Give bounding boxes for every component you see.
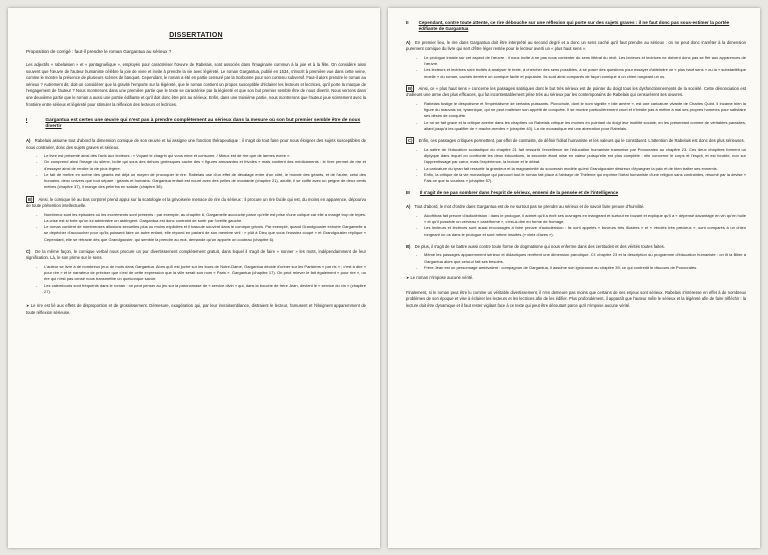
list-item: - Le livre est présenté ainsi dès l'avis aux lecteurs : « Voyant le chagrin qui vous mine et consume, / Mieux est de rire que de larmes écrire ».: [40, 153, 366, 159]
list-item: - Enfin, la critique de la vie monastique qui parcourt tout le roman fait place à l'abbaye de Thélème qui exprime l'idéal humaniste d'une religion sans contraintes, résumé par la devise « Fais ce que tu voudras » (chapitre 57).: [420, 172, 746, 185]
list-item: - L'auteur se livre à de nombreux jeux de mots dans Gargantua. Alors qu'il est juché sur les tours de Notre-Dame, Gargantua décide d'uriner sur les Parisiens « par ris » ; c'est à dire « pour rire » et le narrateur de préciser que c'est de cette expression que la ville serait son nom « Paris ». Gargantua (chapitre 17). On peut relever le fait également « pour rire », un rire qui n'est pas censé nous transmettre un quelconque savoir.: [40, 264, 366, 283]
part-1-title: Gargantua est certes une œuvre qui n'est pas à prendre complètement au sérieux dans la mesure où son but premier semble être de nous divertir: [45, 118, 361, 130]
subpart-a-text: Rabelais assume tout d'abord la dimension comique de son œuvre et lui assigne une fonction thérapeutique : il s'agit de tout faire pour nous éloigner des sujets susceptibles de nous contrarier, donc des sujets graves et sérieux.: [26, 138, 366, 150]
subpart-3b-list: [420, 252, 746, 271]
subpart-2a-list: [420, 55, 746, 80]
part-2-number: II: [406, 20, 409, 25]
list-item: - Les calembours sont fréquents dans le roman : on peut penser au jeu sur la paronomase de « service divin » qui, dans la bouche de frère Jean, devient le « service du vin » (chapitre 27).: [40, 283, 366, 296]
list-item: - Les lecteurs et lectrices sont aussi encouragés à faire preuve d'autodérision : ils sont appelés « buveurs très illustres » et « vérolés très précieux », sont comparés à un chien rongeant un os dans le prologue et sont même insultés (« vietz d'azes »).: [420, 225, 746, 238]
subpart-2c-label: C): [408, 138, 413, 144]
subpart-c-label: C): [26, 249, 31, 255]
list-item: - Même les passages apparemment sérieux et didactiques revêtent une dimension parodique. Cf. chapitre 23 et la description du programme d'éducation humaniste : on lit la Bible à Gargantua alors que celui-ci fait ses besoins.: [420, 252, 746, 265]
subpart-c-list: [40, 264, 366, 295]
list-item: - La caricature du tyran fait ressortir la grandeur et la magnanimité du souverain modèle qu'est Grandgousier désireux d'épargner la paix et de bien traiter ses ennemis.: [420, 166, 746, 172]
part-2-title: Cependant, contre toute attente, ce rire débouche sur une réflexion qui porte sur des sujets graves : il ne faut donc pas sous-estimer la portée édifiante de Gargantua: [418, 20, 730, 31]
list-item: - Le roi se fait grave et la critique acerbe dans les chapitres où Rabelais critique les moines en pointant du doigt leur inutilité sociale, en les présentant comme de véritables parasites, aliant jusqu'à les qualifier de « mache-merdes » (chapitre 40). La vie monastique est une aberration pour Rabelais.: [420, 120, 746, 133]
subpart-3a: [406, 204, 746, 210]
list-item: - Frère Jean est un personnage ambivalent : compagnon de Gargantua, il assume son ignorance au chapitre 39, ce qui contredit le discours de Ponocrates.: [420, 265, 746, 271]
list-item: - Les lecteurs et lectrices sont invités à analyser le texte, à chercher des sens possibles, à se poser des questions pour essayer d'atteindre ce « plus haut sens » ou la « substantifique moelle » du roman, cachés derrière un comique facile et populaire. Ils sont ainsi comparés de façon comique à un chien rongeant un os.: [420, 67, 746, 80]
subpart-3b: [406, 244, 746, 250]
list-item: - La satire de l'éducation scolastique du chapitre 21 fait ressortir l'excellence de l'éducation humaniste transmise par Ponocrates au chapitre 23. Ces deux chapitres forment un diptyque dans lequel on confronte les deux éducations, la seconde étant mise en valeur puisqu'elle est plus complète : elle concerne le corps et l'esprit, et est fondée, non sur l'apprentissage par cœur, mais l'expérience, la lecture et le débat.: [420, 147, 746, 166]
part-1-number: I: [26, 118, 28, 124]
subpart-b: [26, 197, 366, 210]
subpart-2b-label: B): [408, 86, 413, 91]
conclusion-paragraph: Finalement, si le roman peut être lu comme un véritable divertissement, il n'en demeure pas moins que certains de ses enjeux sont sérieux. Rabelais s'intéresse en effet à de nombreux problèmes de son époque et vise à éclairer les lecteurs et les lectrices afin de les édifier. Plus profondément, il apparaît que l'auteur mêle le sérieux et la légèreté afin de faire réfléchir : la lecture doit être dynamique et il faut rester vigilant face à ce texte qui peut être déroutant parce qu'il n'impose aucune vérité.: [406, 289, 746, 308]
part-1-heading: [26, 118, 366, 130]
part-3-heading: [406, 190, 746, 196]
subpart-2b: [406, 86, 746, 99]
page-title: DISSERTATION: [169, 32, 223, 39]
subpart-3a-label: A): [406, 204, 411, 210]
subpart-2b-list: [420, 101, 746, 132]
subpart-3a-text: Tout d'abord, le mot d'ordre dans Gargantua est de ne surtout pas se prendre au sérieux et de savoir faire preuve d'humilité.: [414, 204, 645, 210]
subpart-2b-text: Ainsi, ce « plus haut sens » concerne les passages satiriques dont le but très sérieux est de pointer du doigt tous les dysfonctionnements de la société. Cette dénonciation est d'ailleurs une arme des plus efficaces, qui fut incontestablement prise très au sérieux par les contemporains de Rabelais qui censurèrent ses œuvres.: [406, 86, 746, 98]
left-page: [8, 8, 380, 548]
subpart-2c-text: Enfin, ces passages critiques permettent, par effet de contraste, de définir l'idéal humaniste et les valeurs qui le constituent. L'attention de Rabelais est donc des plus sérieuses.: [418, 138, 745, 144]
introduction-paragraph: Les adjectifs « rabelaisien » et « pantagruélique », employés pour caractériser l'œuvre de Rabelais, sont associés dans l'imaginaire commun à la joie et à la fête. On considère ainsi souvent que l'œuvre de l'auteur humaniste célèbre la joie de vivre et invite à prendre la vie avec légèreté. Le roman Gargantua, publié en 1534, s'inscrit à première vue dans cette veine, comme le montre la présence de plusieurs scènes de banquet. Cependant, le roman a été en partie censuré par la Sorbonne pour son contenu subversif. Faut-il alors prendre le roman au sérieux ? Autrement dit, doit-on considérer que la gravité l'emporte sur la légèreté, que le roman contient un propos susceptible d'éclairer les lecteurs et lectrices, qu'il porte la marque de l'engagement de l'auteur ? Nous montrerons dans une première partie que le texte se caractérise par la légèreté et que son but premier semble être de nous divertir. Nous verrons dans une deuxième partie que le roman a aussi une portée édifiante et qu'il doit donc être pris au sérieux. Enfin, dans une troisième partie, nous montrerons que l'auteur joue scintement avec la frontière entre sérieux et légèreté pour stimuler la réflexion des lecteurs et lectrices.: [26, 62, 366, 107]
part-3-number: III: [406, 190, 410, 196]
subpart-3a-list: [420, 213, 746, 238]
subpart-2c-list: [420, 147, 746, 185]
subpart-a: [26, 138, 366, 151]
part-3-title: Il s'agit de ne pas sombrer dans l'esprit de sérieux, ennemi de la pensée et de l'intelligence: [419, 190, 619, 196]
subpart-b-list: [40, 212, 366, 243]
proposition-heading: Proposition de corrigé : faut-il prendre le roman Gargantua au sérieux ?: [26, 49, 172, 54]
subpart-2a: [406, 40, 746, 53]
subpart-c: [26, 249, 366, 262]
list-item: - Nombreux sont les épisodes où les excréments sont présents : par exemple, au chapitre 6, Gargamelle accouche parce qu'elle est prise d'une colique car elle a mangé trop de tripes. La crise est si forte qu'on lui administre un astringent. Gargantua est donc contraint de sortir par l'oreille gauche.: [40, 212, 366, 225]
list-item: - Rabelais fustige le despotisme et l'impérialisme de certains puissants. Picrochole, dont le nom signifie « bile amère », est une caricature vivante de Charles Quint. Il incarne bien la figure du mauvais roi, tyrannique, qui ne peut maîtriser son appétit de conquête. Il se montre particulièrement cruel et n'hésite pas à mettre à mal ses propres hommes pour satisfaire ses désirs de conquête.: [420, 101, 746, 120]
subpart-a-label: A): [26, 138, 31, 144]
right-page: [388, 8, 760, 548]
list-item: - Le fait de mettre en scène des géants est déjà un moyen de provoquer le rire. Rabelais use d'un effet de décalage entre d'un côté, le monde des géants, et de l'autre, celui des humains, deux univers que tout sépare : géants et humains. Gargantua enfant est nourri avec des pelles de moutarde (chapitre 21), adulte, il se coiffe avec un peigne de deux cents mètres (chapitre 37), il mange des pèlerins en salade (chapitre 38).: [40, 172, 366, 191]
subpart-3b-text: De plus, il s'agit de se battre aussi contre toute forme de dogmatisme qui nous enferme dans des certitudes et des vérités toutes faites.: [414, 244, 665, 250]
subpart-2c: [406, 138, 746, 144]
subpart-b-label: B): [28, 196, 33, 202]
transition-paragraph: ➤ Le rire est lié aux effets de disproportion et de grossissement. Démesure, exagération qui, par leur invraisemblance, distraient le lecteur, l'amusent et l'éloignent apparemment de toute réflexion sérieuse.: [26, 303, 366, 316]
subpart-2a-text: En premier lieu, le rire dans Gargantua doit être interprété au second degré et a donc un sens caché qu'il faut prendre au sérieux : on ne peut donc s'arrêter à la dimension purement comique du livre qui sert d'être léger restée pour le lecteur averti un « plus haut sens ».: [406, 40, 747, 52]
subpart-a-list: [40, 153, 366, 191]
subpart-b-text: Ainsi, le comique lié au bas corporel prend appui sur la scatologie et la grivoiserie menace de rire du sérieux : il procure un rire facile qui est, du moins en apparence, dépourvu de toute prétention intellectuelle.: [26, 196, 366, 209]
transition-paragraph: ➤ Le roman n'impose aucune vérité.: [406, 275, 746, 281]
list-item: - Le roman contient de nombreuses allusions sexuelles plus ou moins explicites et il bascule souvent dans le comique grivois. Par exemple, quand Grandgousier exhorte Gargamelle à se dépêcher d'accoucher pour qu'ils puissent faire un autre enfant, elle répond en parlant de son membre viril : « plût à Dieu que vous l'eussiez coupé » et Grandgousier réplique « Cependant, elle se rétracte dès que Grandgousier, qui semble la prendre au mot, demande qu'on apporte un couteau (chapitre 6).: [40, 224, 366, 243]
subpart-3b-label: B): [406, 244, 411, 250]
part-2-heading: [406, 20, 746, 32]
subpart-2a-label: A): [406, 40, 411, 45]
list-item: - Le prologue insiste sur cet aspect de l'œuvre : il nous invite à ne pas nous contenter du sens littéral du récit. Les lecteurs et lectrices ne doivent donc pas se fier aux apparences de l'œuvre.: [420, 55, 746, 68]
list-item: - Alcofribas fait preuve d'autodérision : dans le prologue, il admet qu'il a écrit ses ouvrages en mangeant et surtout en buvant et explique qu'il a « dépensé davantage en vin qu'en huile » et qu'il possède un cerveau « caséiforme », c'est-à-dire en forme de fromage.: [420, 213, 746, 226]
list-item: - On comprend ainsi l'image du silène, boîte qui sous des dehors grotesques cache des « figures amusantes et frivoles » mais contient des médicaments : le livre permet de rire et d'essayer ainsi de rendre la vie plus légère.: [40, 159, 366, 172]
subpart-c-text: De la même façon, le comique verbal nous procure un pur divertissement complètement gratuit, dans lequel il s'agit de faire « sonner » les mots, indépendamment de leur signification. Là, le son prime sur le sens.: [26, 249, 366, 261]
